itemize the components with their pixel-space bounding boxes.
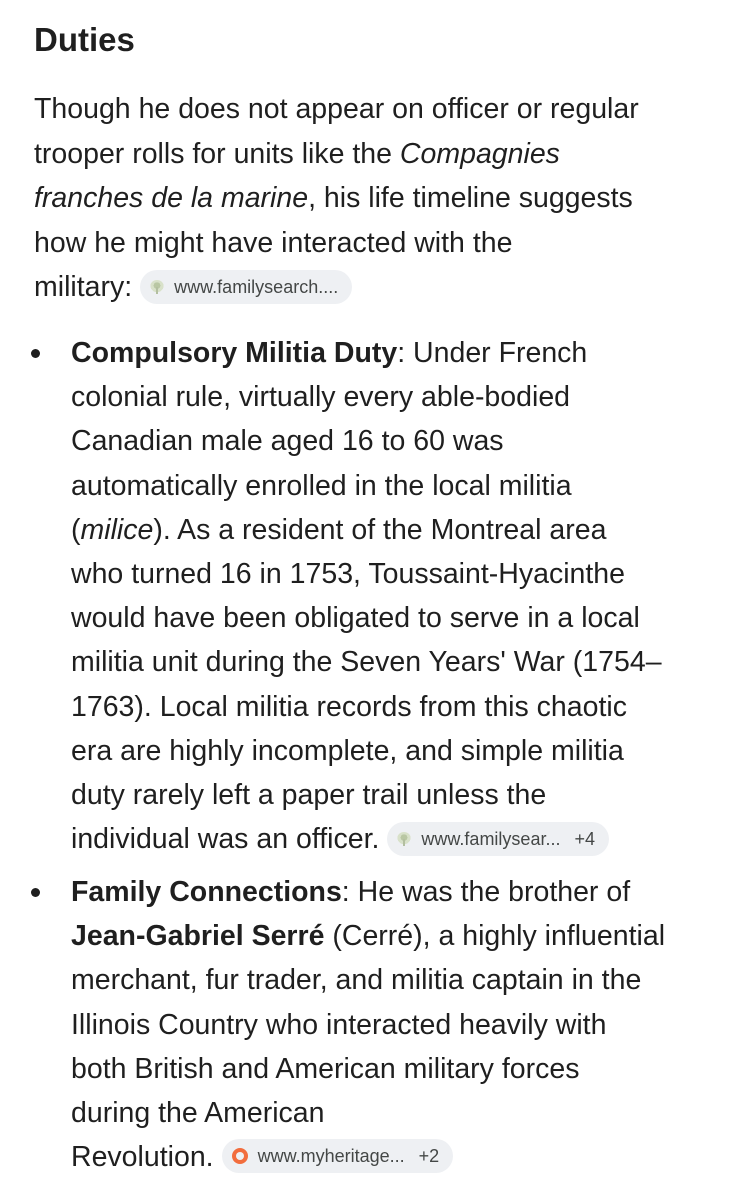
item-line	[71, 729, 721, 773]
intro-paragraph	[34, 87, 724, 310]
source-chip-more-count: +4	[574, 829, 595, 850]
section-title: Duties	[34, 21, 135, 58]
intro-line	[34, 87, 724, 132]
item-text: Revolution.	[71, 1141, 214, 1174]
item-text: Canadian male aged 16 to 60 was	[71, 425, 504, 458]
bullet-icon	[31, 888, 40, 897]
unit-name-italic: franches de la marine	[34, 182, 309, 215]
intro-line	[34, 132, 724, 177]
source-chip-myheritage[interactable]	[222, 1139, 454, 1173]
intro-line	[34, 221, 724, 266]
item-line	[71, 817, 721, 861]
item-text: ). As a resident of the Montreal area	[153, 513, 607, 546]
item-line	[71, 773, 721, 817]
item-text: Illinois Country who interacted heavily with	[71, 1008, 607, 1041]
item-text: would have been obligated to serve in a local	[71, 602, 640, 635]
item-text: duty rarely left a paper trail unless the	[71, 779, 547, 812]
item-text: both British and American military forces	[71, 1052, 580, 1085]
item-line	[71, 1135, 721, 1179]
item-text: (Cerré), a highly influential	[324, 920, 666, 953]
item-line	[71, 685, 721, 729]
item-text: during the American	[71, 1097, 325, 1130]
source-chip-more-count: +2	[418, 1146, 440, 1167]
person-name-bold: Jean-Gabriel Serré	[71, 920, 325, 953]
item-text: colonial rule, virtually every able-bodied	[71, 381, 571, 414]
source-chip-familysearch[interactable]	[140, 270, 352, 304]
item-text: : He was the brother of	[341, 876, 631, 908]
item-title: Family Connections	[71, 876, 342, 908]
item-line	[71, 1047, 721, 1091]
intro-text: Though he does not appear on officer or regular	[34, 93, 639, 125]
item-text: automatically enrolled in the local militia	[71, 469, 572, 502]
item-text: individual was an officer.	[71, 823, 380, 856]
item-line	[71, 870, 721, 914]
item-text: 1763). Local militia records from this chaotic	[71, 690, 627, 723]
item-line	[71, 464, 721, 508]
intro-text: military:	[34, 271, 133, 304]
intro-line	[34, 265, 724, 310]
item-line	[71, 914, 721, 958]
term-italic: milice	[80, 513, 154, 546]
intro-text: , his life timeline suggests	[308, 182, 633, 215]
item-line	[71, 375, 721, 419]
item-line	[71, 1091, 721, 1135]
intro-line	[34, 176, 724, 221]
item-line	[71, 331, 721, 375]
item-text: (	[71, 513, 81, 546]
source-chip-familysearch[interactable]	[387, 822, 609, 856]
source-chip-label: www.myheritage...	[257, 1146, 405, 1167]
item-line	[71, 958, 721, 1002]
list-item-militia-duty	[71, 331, 721, 861]
intro-text: how he might have interacted with the	[34, 226, 513, 259]
familysearch-leaf-icon	[150, 280, 164, 294]
item-text: who turned 16 in 1753, Toussaint-Hyacinthe	[71, 558, 625, 591]
item-line	[71, 508, 721, 552]
source-chip-label: www.familysearch....	[174, 277, 339, 298]
item-line	[71, 552, 721, 596]
item-text: militia unit during the Seven Years' War (1754–	[71, 646, 662, 679]
item-text: merchant, fur trader, and militia captain in the	[71, 964, 642, 997]
source-chip-label: www.familysear...	[421, 829, 561, 850]
item-text: : Under French	[397, 337, 588, 369]
intro-text: trooper rolls for units like the	[34, 137, 400, 170]
bullet-icon	[31, 349, 40, 358]
item-title: Compulsory Militia Duty	[71, 337, 398, 369]
item-line	[71, 640, 721, 684]
item-line	[71, 596, 721, 640]
item-line	[71, 419, 721, 463]
myheritage-icon	[232, 1148, 248, 1164]
item-text: era are highly incomplete, and simple militia	[71, 734, 624, 767]
list-item-family-connections	[71, 870, 721, 1179]
item-line	[71, 1003, 721, 1047]
familysearch-leaf-icon	[397, 832, 411, 846]
unit-name-italic: Compagnies	[399, 137, 560, 170]
